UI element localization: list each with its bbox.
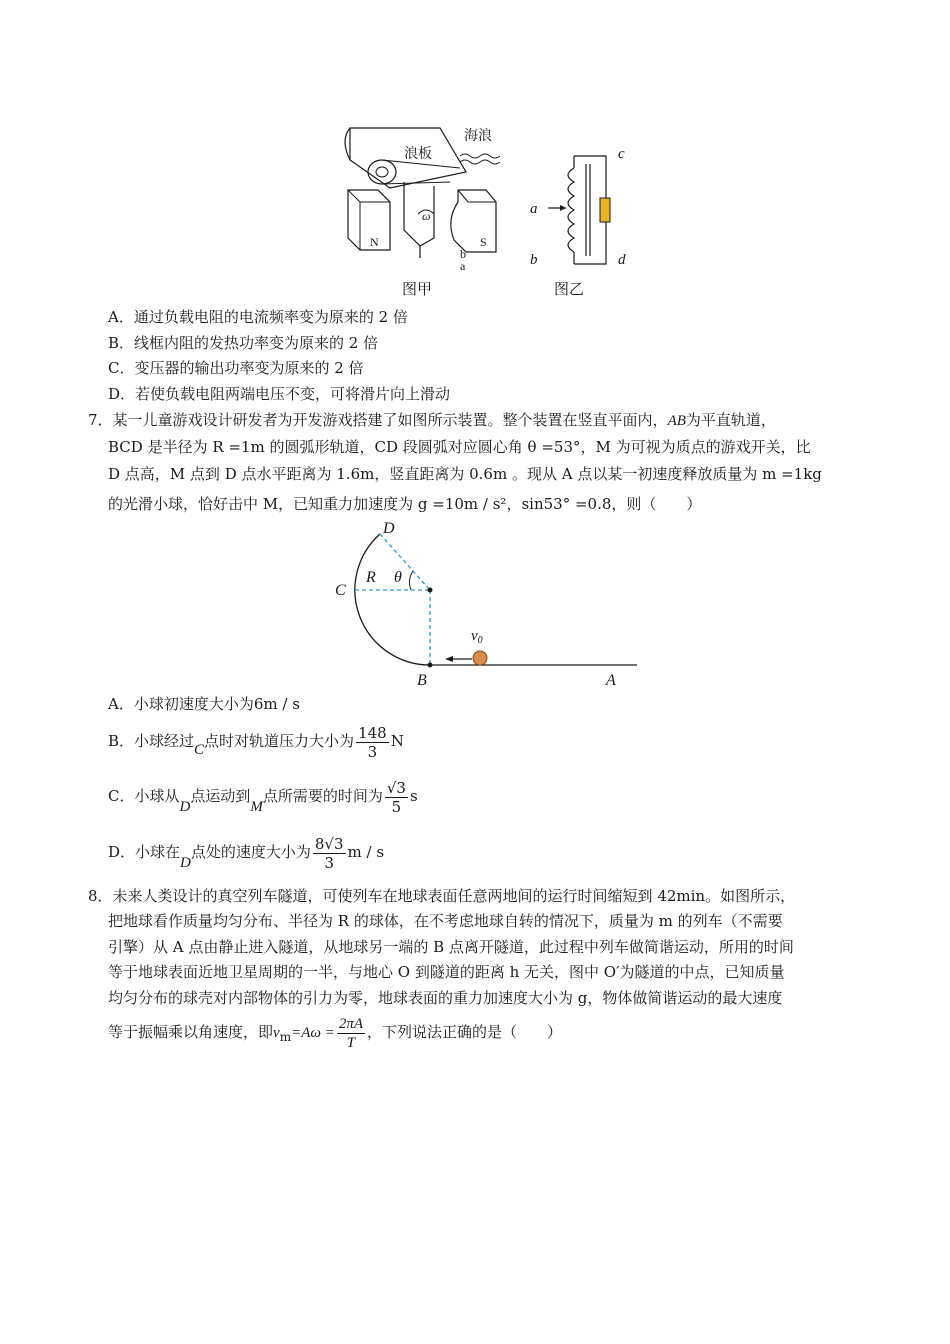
q7-option-d: D．小球在D点处的速度大小为 $\frac{8√3}{3}$ m / s [108, 834, 385, 872]
label-langban: 浪板 [404, 147, 432, 162]
q7-option-c: C．小球从D点运动到M点所需要的时间为 $\frac{√3}{5}$ s [108, 778, 418, 816]
label-d-yi: d [618, 252, 626, 268]
pt-b: B [417, 672, 427, 689]
q7-stem-line3: D 点高，M 点到 D 点水平距离为 1.6m，竖直距离为 0.6m 。现从 A 点以某一初速度释放质量为 m =1kg [108, 465, 822, 483]
label-a-yi: a [530, 201, 538, 217]
q7-stem-line4: 的光滑小球，恰好击中 M，已知重力加速度为 g =10m / s²，sin53° =0.8，则（ ） [108, 495, 702, 513]
q7-option-a: A．小球初速度大小为6m / s [108, 695, 300, 713]
label-c-yi: c [618, 146, 625, 162]
label-b-jia: b [460, 247, 466, 261]
q6-option-a: A．通过负载电阻的电流频率变为原来的 2 倍 [108, 308, 408, 326]
q8-stem-line4: 等于地球表面近地卫星周期的一半，与地心 O 到隧道的距离 h 无关，图中 O′为隧道的中点，已知质量 [108, 963, 785, 981]
q8-stem-line2: 把地球看作质量均匀分布、半径为 R 的球体，在不考虑地球自转的情况下，质量为 m 的列车（不需要 [108, 912, 783, 930]
q6-option-c: C．变压器的输出功率变为原来的 2 倍 [108, 359, 364, 377]
q6-option-d: D．若使负载电阻两端电压不变，可将滑片向上滑动 [108, 385, 451, 403]
caption-jia: 图甲 [402, 282, 433, 298]
q7-stem-line1: 7．某一儿童游戏设计研发者为开发游戏搭建了如图所示装置。整个装置在竖直平面内，AB为平直轨道， [88, 411, 776, 429]
label-r: R [366, 569, 376, 586]
q7-option-b: B．小球经过C点时对轨道压力大小为 $\frac{148}{3}$ N [108, 723, 404, 761]
label-hailang: 海浪 [464, 129, 492, 144]
label-omega: ω [422, 209, 431, 223]
label-v0: $v_0$ [471, 628, 483, 646]
pt-d: D [383, 520, 395, 537]
q8-stem-line5: 均匀分布的球壳对内部物体的引力为零，地球表面的重力加速度大小为 g，物体做简谐运动的最大速度 [108, 989, 783, 1007]
q8-stem-line1: 8．未来人类设计的真空列车隧道，可使列车在地球表面任意两地间的运行时间缩短到 42min。如图所示， [88, 887, 796, 905]
q8-stem-line3: 引擎）从 A 点由静止进入隧道，从地球另一端的 B 点离开隧道，此过程中列车做简谐运动，所用的时间 [108, 938, 794, 956]
q6-option-b: B．线框内阻的发热功率变为原来的 2 倍 [108, 334, 379, 352]
label-b-yi: b [530, 252, 538, 268]
q7-figure [325, 518, 645, 694]
figure-jia [330, 120, 530, 300]
caption-yi: 图乙 [554, 282, 585, 298]
q7-stem-line2: BCD 是半径为 R =1m 的圆弧形轨道，CD 段圆弧对应圆心角 θ =53°，M 为可视为质点的游戏开关，比 [108, 438, 811, 456]
q8-stem-line6: 等于振幅乘以角速度，即$v_m=A\omega$ = $\frac{2\pi A}{T}$ ，下列说法正确的是（ ） [108, 1015, 563, 1051]
pt-c: C [335, 582, 346, 599]
pt-a: A [606, 672, 616, 689]
label-n: N [370, 235, 379, 249]
label-theta: θ [394, 569, 402, 586]
figure-yi [520, 140, 640, 300]
label-a-jia: a [460, 259, 466, 273]
label-s: S [480, 235, 487, 249]
